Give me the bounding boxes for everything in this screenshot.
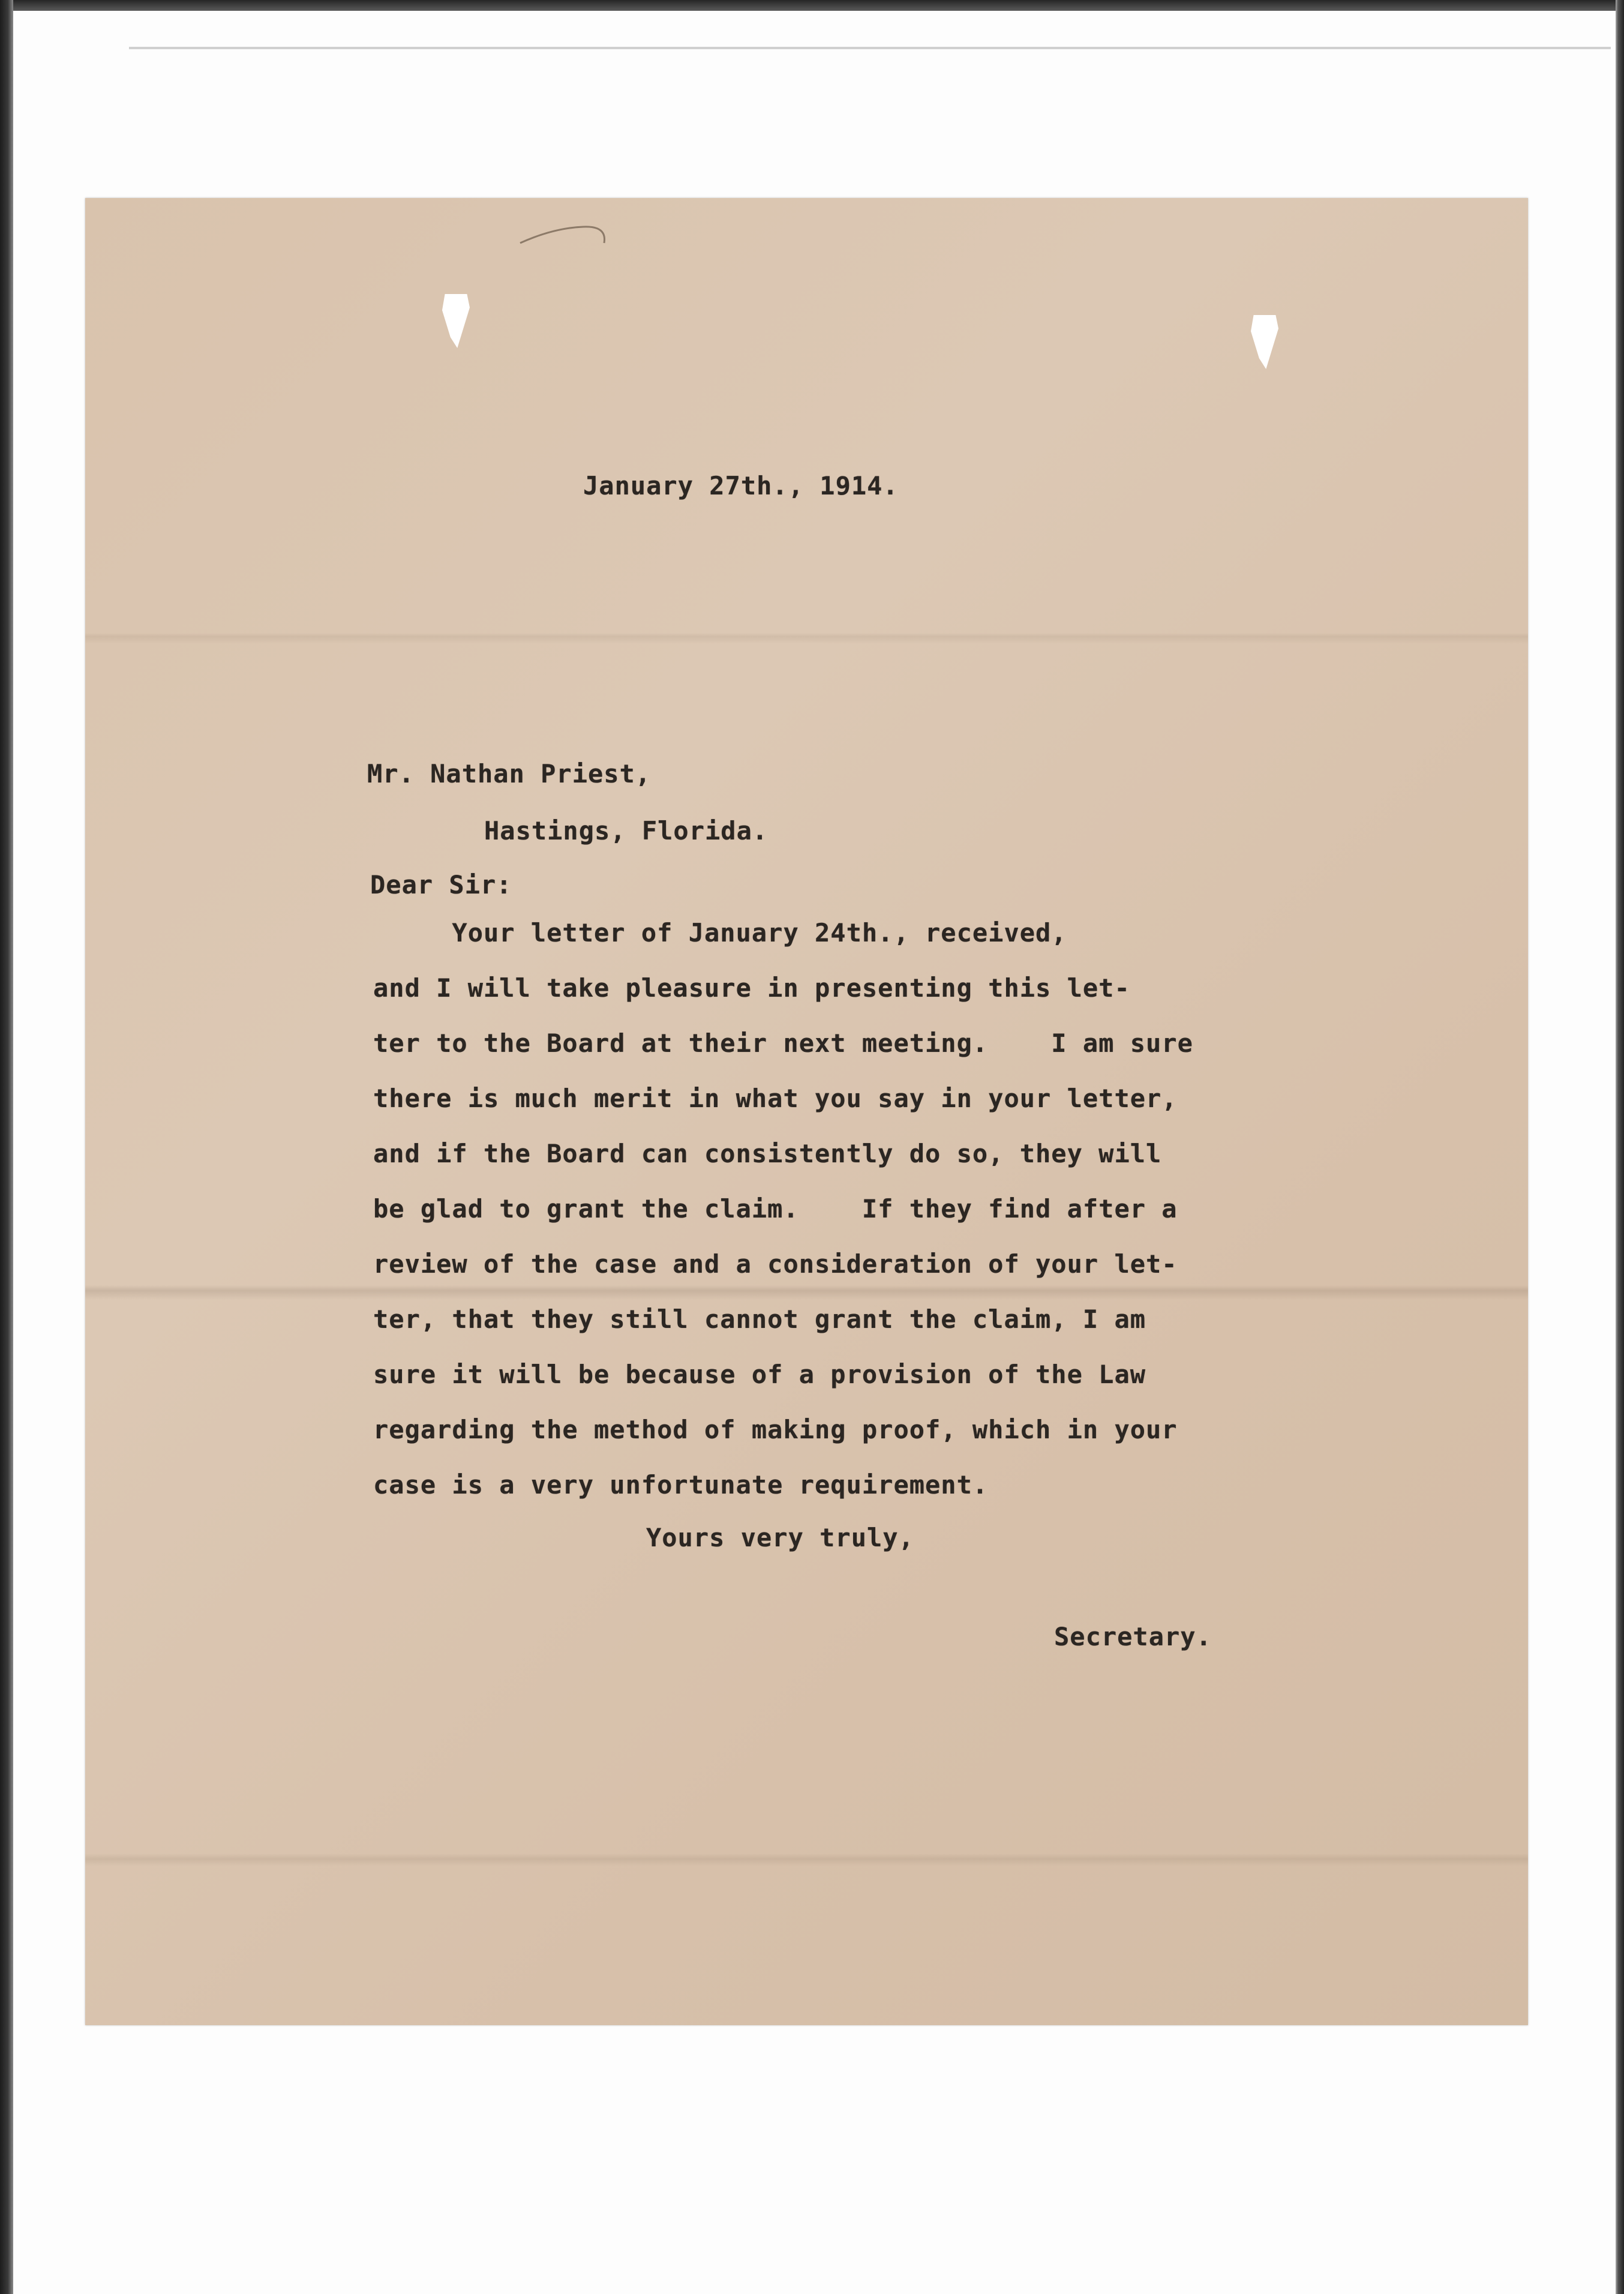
letter-paper	[85, 198, 1528, 2025]
paper-tear-mark	[517, 216, 613, 252]
punch-hole-left	[442, 294, 470, 348]
recipient-name: Mr. Nathan Priest,	[367, 759, 652, 788]
body-line: regarding the method of making proof, which in your	[373, 1415, 1178, 1444]
body-line: there is much merit in what you say in your letter,	[373, 1084, 1178, 1113]
body-line: ter, that they still cannot grant the claim, I am	[373, 1305, 1146, 1334]
mount-sheet-edge	[129, 47, 1611, 49]
recipient-address: Hastings, Florida.	[484, 816, 769, 845]
body-line: Your letter of January 24th., received,	[373, 918, 1067, 947]
body-line: and if the Board can consistently do so, they will	[373, 1139, 1162, 1168]
body-line: case is a very unfortunate requirement.	[373, 1470, 989, 1500]
punch-hole-right	[1251, 315, 1278, 369]
body-line: ter to the Board at their next meeting. I am sure	[373, 1028, 1193, 1058]
salutation: Dear Sir:	[370, 870, 512, 899]
scanner-edge-left	[0, 0, 13, 2294]
body-line: be glad to grant the claim. If they find after a	[373, 1194, 1178, 1224]
signature-title: Secretary.	[1054, 1622, 1212, 1651]
body-line: review of the case and a consideration of your let-	[373, 1249, 1178, 1279]
scanner-edge-top	[0, 0, 1624, 11]
body-line: and I will take pleasure in presenting this let-	[373, 973, 1130, 1003]
letter-closing: Yours very truly,	[646, 1523, 914, 1552]
letter-date: January 27th., 1914.	[583, 471, 899, 500]
body-line: sure it will be because of a provision of the Law	[373, 1360, 1146, 1389]
scanner-edge-right	[1616, 0, 1624, 2294]
